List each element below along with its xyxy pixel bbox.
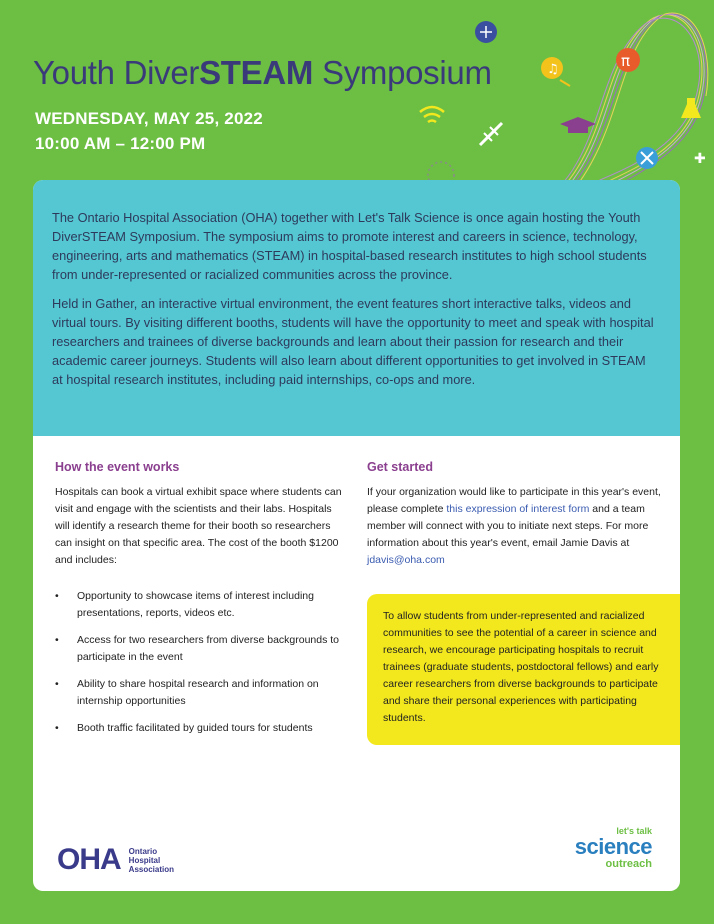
list-item: • Booth traffic facilitated by guided tours for students: [55, 720, 345, 737]
list-item: • Opportunity to showcase items of interest including presentations, reports, videos etc.: [55, 588, 345, 622]
list-item: • Access for two researchers from diverse backgrounds to participate in the event: [55, 632, 345, 666]
oha-logo-letters: OHA: [57, 843, 121, 876]
music-note-icon: [541, 57, 570, 86]
graduation-cap-icon: [560, 117, 596, 133]
steam-decoration: [410, 0, 714, 200]
page-title: Youth DiverSTEAM Symposium: [33, 54, 492, 91]
how-body: Hospitals can book a virtual exhibit space where students can visit and engage with the scientists and their labs. Hospitals will identify a research theme for their booth so researchers can insight on that specific area. The cost of the booth $1200 and includes:: [55, 486, 342, 566]
interest-form-link[interactable]: this expression of interest form: [446, 503, 590, 515]
event-date: WEDNESDAY, MAY 25, 2022: [35, 109, 263, 128]
event-time: 10:00 AM – 12:00 PM: [35, 134, 206, 153]
how-bullet-list: [55, 588, 345, 737]
plus-icon: ✚: [694, 150, 706, 166]
get-started-section: [367, 460, 662, 569]
brain-chip-icon: [475, 21, 497, 43]
intro-section: [33, 180, 680, 436]
how-it-works-section: [55, 460, 345, 747]
dna-icon: [480, 123, 502, 145]
lets-talk-science-logo: let's talk science outreach: [574, 826, 652, 870]
oha-logo-text: Ontario Hospital Association: [128, 846, 175, 874]
get-started-heading: Get started: [367, 460, 433, 474]
svg-text:♫: ♫: [547, 62, 559, 77]
svg-text:π: π: [621, 52, 631, 70]
content-card: [33, 180, 680, 891]
tools-icon: [636, 147, 658, 169]
get-started-body: If your organization would like to participate in this year's event, please complete this expression of interest form and a team member will connect with you to initiate next steps. For more information about this year's event, email Jamie Davis at jdavis@oha.com: [367, 486, 661, 566]
intro-paragraph-1: The Ontario Hospital Association (OHA) together with Let's Talk Science is once again hosting the Youth DiverSTEAM Symposium. The symposium aims to promote interest and careers in science, technology, engineering, arts and mathematics (STEAM) in hospital-based research institutes to high school students from under-represented or racialized communities across the province.: [52, 210, 647, 282]
how-heading: How the event works: [55, 460, 180, 474]
list-item: • Ability to share hospital research and information on internship opportunities: [55, 676, 345, 710]
intro-paragraph-2: Held in Gather, an interactive virtual environment, the event features short interactive talks, videos and virtual tours. By visiting different booths, students will have the opportunity to meet and speak with hospital researchers and trainees of diverse backgrounds and learn about their passion for research and their academic career journeys. Students will also learn about different opportunities to get involved in STEAM at hospital research institutes, including paid internships, co-ops and more.: [52, 296, 654, 387]
pi-icon: [616, 48, 640, 72]
wifi-icon: [420, 107, 444, 122]
oha-logo: [57, 840, 174, 880]
email-link[interactable]: jdavis@oha.com: [367, 554, 445, 566]
callout-box: To allow students from under-represented and racialized communities to see the potential of a career in science and research, we encourage participating hospitals to recruit trainees (graduate students, postdoctoral fellows) and early career researchers from diverse backgrounds to participate and share their personal experiences with participating students.: [367, 594, 680, 745]
